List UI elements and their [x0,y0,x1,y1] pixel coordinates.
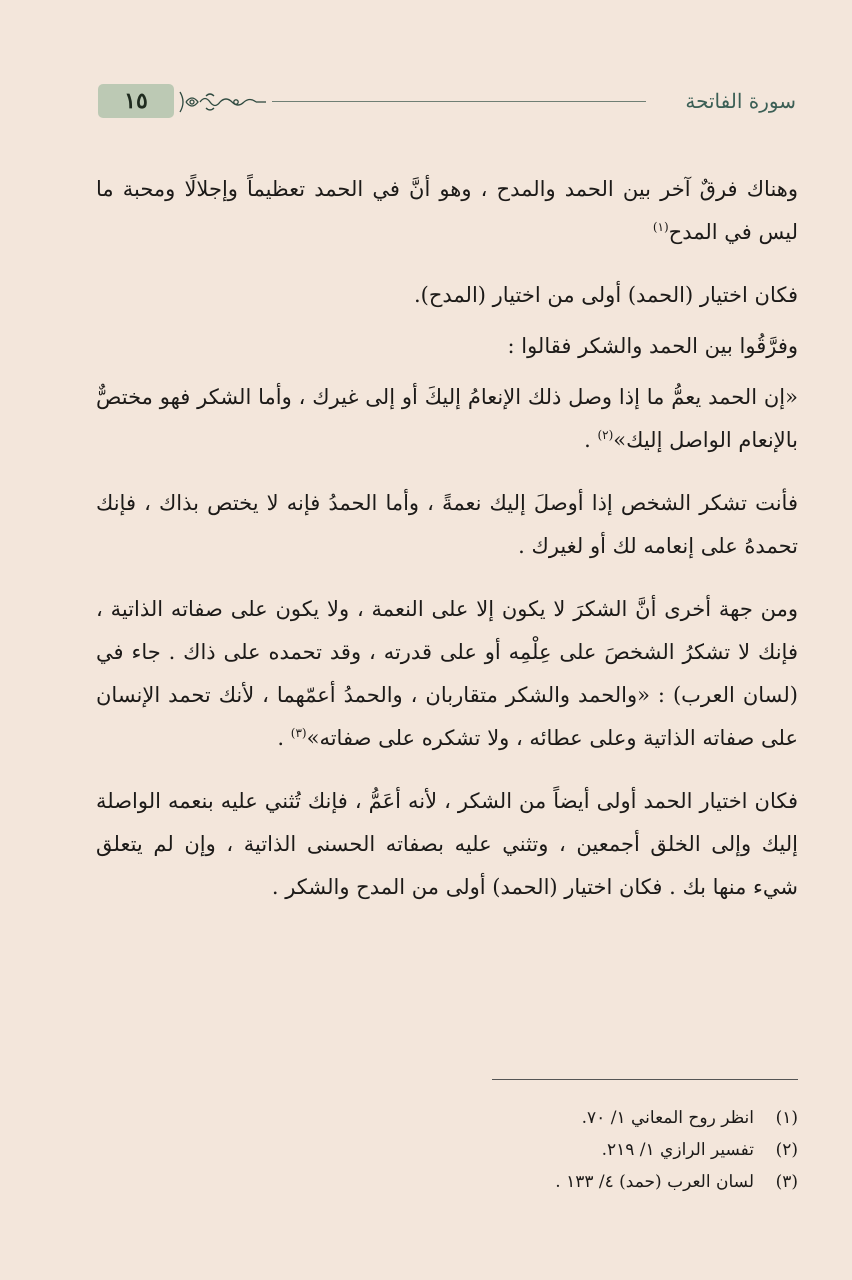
paragraph: ومن جهة أخرى أنَّ الشكرَ لا يكون إلا على النعمة ، ولا يكون على صفاته الذاتية ، فإنك لا تشكرُ الشخصَ على عِلْمِه أو على قدرته ، وقد تحمده على ذاك . جاء في (لسان العرب) : «والحمد والشكر متقاربان ، والحمدُ أعمّهما ، لأنك تحمد الإنسان على صفاته الذاتية وعلى عطائه ، ولا تشكره على صفاته»$^{(٣)}$ . [96,597,798,750]
paragraph: فكان اختيار الحمد أولى أيضاً من الشكر ، لأنه أعَمُّ ، فإنك تُثني عليه بنعمه الواصلة إليك وإلى الخلق أجمعين ، وتثني عليه بصفاته الحسنى الذاتية ، وإن لم يتعلق شيء منها بك . فكان اختيار (الحمد) أولى من المدح والشكر . [96,789,798,899]
page-number: ١٥ [98,84,174,118]
footnote-ref[interactable]: (٣) [290,726,307,740]
footnote-mark: (١) [775,1108,798,1128]
paragraph: فأنت تشكر الشخص إذا أوصلَ إليك نعمةً ، وأما الحمدُ فإنه لا يختص بذاك ، فإنك تحمدهُ على إنعامه لك أو لغيرك . [96,491,798,558]
footnote-text: تفسير الرازي ١/ ٢١٩. [601,1140,754,1160]
footnote-text: انظر روح المعاني ١/ ٧٠. [581,1108,754,1128]
paragraph: وهناك فرقٌ آخر بين الحمد والمدح ، وهو أنَّ في الحمد تعظيماً وإجلالًا ومحبة ما ليس في المدح$^{(١)}$ [96,177,798,244]
ornament-icon [176,88,268,116]
footnote-separator [492,1079,798,1080]
running-title: سورة الفاتحة [685,89,796,113]
footnote [96,1102,798,1134]
quote-paragraph: «إن الحمد يعمُّ ما إذا وصل ذلك الإنعامُ إليكَ أو إلى غيرك ، وأما الشكر فهو مختصٌّ بالإنعام الواصل إليك»$^{(٢)}$ . [96,385,798,452]
footnote-text: لسان العرب (حمد) ٤/ ١٣٣ . [555,1172,754,1192]
footnotes [96,1102,798,1198]
paragraph: فكان اختيار (الحمد) أولى من اختيار (المدح). [413,283,798,307]
main-text [96,168,798,929]
footnote-mark: (٢) [775,1140,798,1160]
footnote [96,1166,798,1198]
running-header [96,84,796,120]
footnote-ref[interactable]: (٢) [597,428,614,442]
footnote-ref[interactable]: (١) [652,220,669,234]
footnote-mark: (٣) [775,1172,798,1192]
header-rule [272,101,646,102]
footnote [96,1134,798,1166]
paragraph: وفرَّقُوا بين الحمد والشكر فقالوا : [507,334,798,358]
